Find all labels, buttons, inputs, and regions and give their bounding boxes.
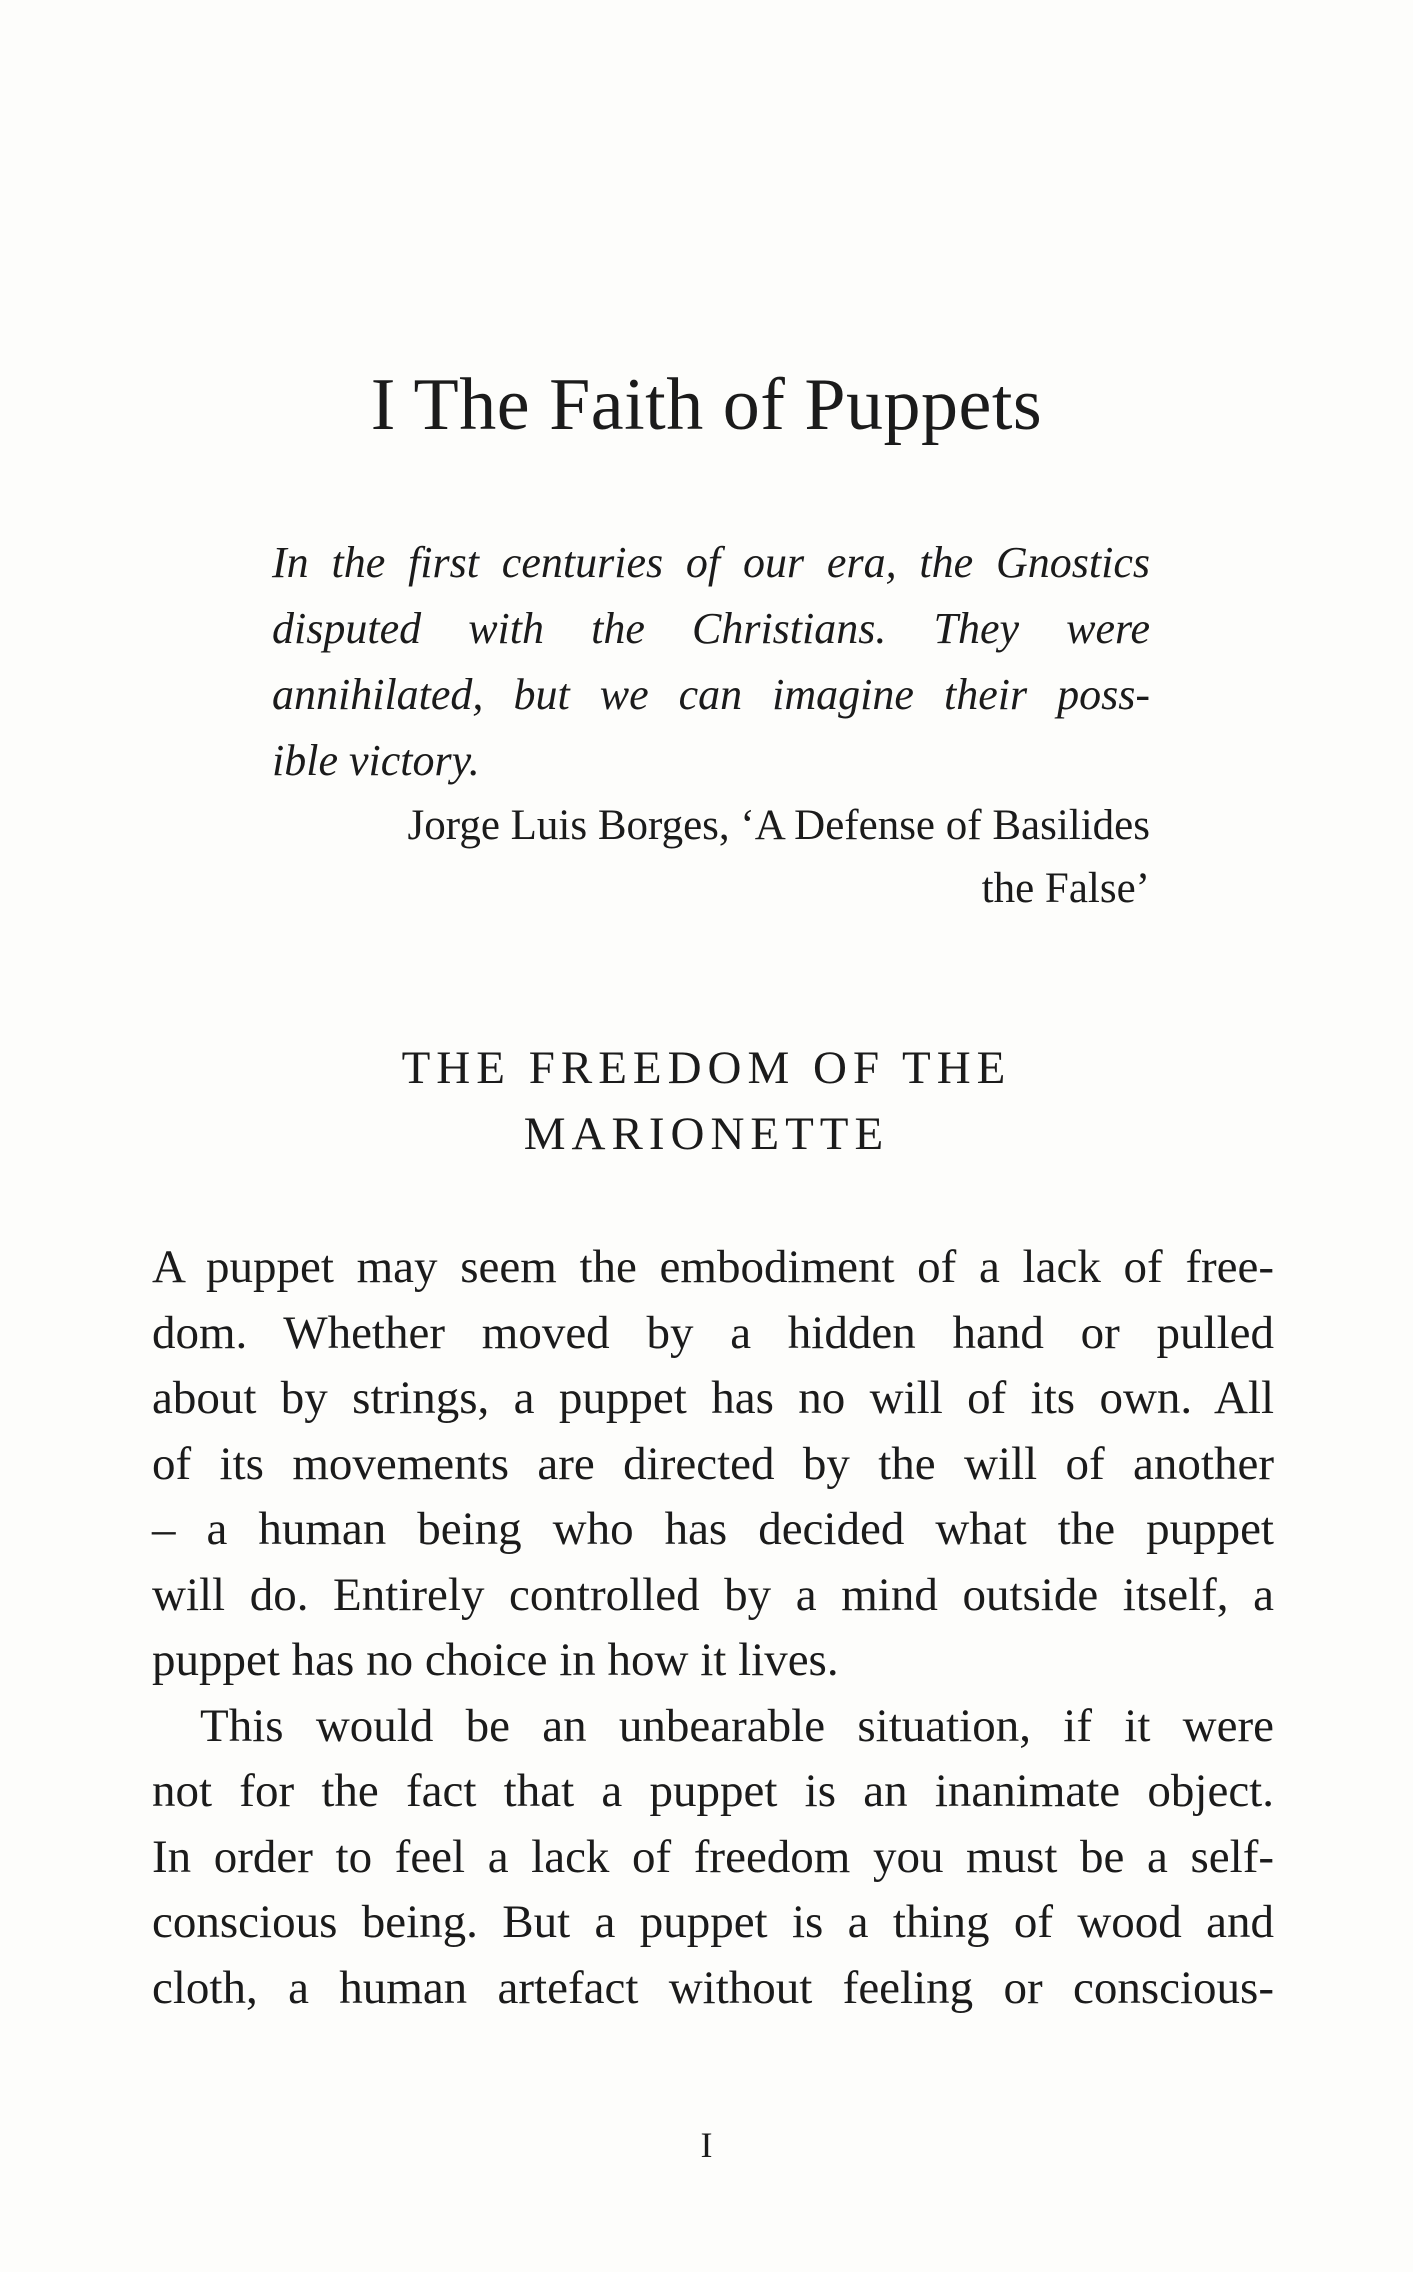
text-line: conscious being. But a puppet is a thing of wood and bbox=[152, 1896, 1274, 1948]
text-line: puppet has no choice in how it lives. bbox=[152, 1634, 839, 1686]
text-line: This would be an unbearable situation, if it were bbox=[200, 1699, 1274, 1752]
epigraph-attribution-line: Jorge Luis Borges, ‘A Defense of Basilides bbox=[407, 802, 1150, 849]
text-line: In order to feel a lack of freedom you must be a self- bbox=[152, 1830, 1274, 1883]
text-line: A puppet may seem the embodiment of a lack of free- bbox=[152, 1241, 1274, 1293]
paragraph-1 bbox=[152, 1235, 1274, 1694]
text-line: dom. Whether moved by a hidden hand or pulled bbox=[152, 1306, 1274, 1359]
text-line: cloth, a human artefact without feeling or conscious- bbox=[152, 1961, 1274, 2014]
epigraph-attribution bbox=[272, 794, 1150, 920]
section-heading-line: MARIONETTE bbox=[523, 1108, 890, 1160]
text-line: about by strings, a puppet has no will of its own. All bbox=[152, 1372, 1274, 1424]
text-line: of its movements are directed by the will of another bbox=[152, 1437, 1274, 1490]
chapter-title: I The Faith of Puppets bbox=[370, 364, 1043, 446]
epigraph-quote bbox=[272, 530, 1150, 794]
text-line: will do. Entirely controlled by a mind outside itself, a bbox=[152, 1568, 1274, 1621]
section-heading bbox=[0, 1035, 1413, 1167]
epigraph-line: ible victory. bbox=[272, 736, 480, 785]
page-number: I bbox=[700, 2125, 713, 2165]
epigraph bbox=[272, 530, 1150, 920]
epigraph-attribution-line: the False’ bbox=[981, 865, 1150, 912]
section-heading-line: THE FREEDOM OF THE bbox=[401, 1042, 1012, 1094]
text-line: – a human being who has decided what the puppet bbox=[152, 1503, 1274, 1555]
epigraph-line: disputed with the Christians. They were bbox=[272, 604, 1150, 653]
text-line: not for the fact that a puppet is an inanimate object. bbox=[152, 1765, 1274, 1817]
body-text bbox=[152, 1235, 1274, 2021]
paragraph-2 bbox=[152, 1694, 1274, 2022]
epigraph-line: In the first centuries of our era, the Gnostics bbox=[272, 538, 1150, 587]
epigraph-line: annihilated, but we can imagine their poss- bbox=[272, 670, 1150, 719]
